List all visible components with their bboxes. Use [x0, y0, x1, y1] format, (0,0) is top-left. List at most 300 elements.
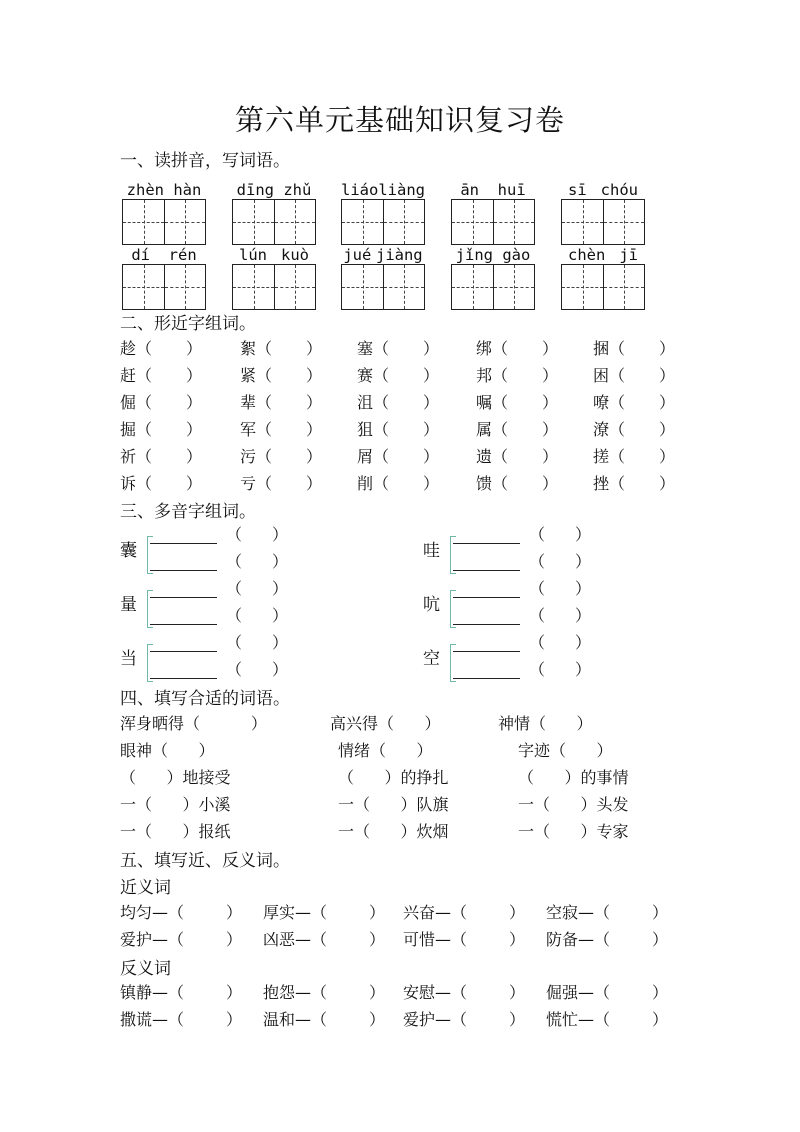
similar-char-item	[593, 363, 675, 386]
close-paren: ）	[542, 366, 559, 385]
pinyin-syllable: rén	[168, 246, 197, 264]
synonym-item	[403, 900, 525, 923]
open-paren: （	[609, 420, 626, 439]
close-paren: ）	[542, 339, 559, 358]
close-paren: ）	[306, 339, 323, 358]
dash-paren: —（	[295, 903, 328, 922]
open-paren: （	[492, 420, 509, 439]
pinyin-label	[561, 181, 645, 199]
open-paren: （	[256, 447, 273, 466]
answer-line[interactable]	[150, 624, 217, 625]
antonyms-label: 反义词	[120, 959, 171, 979]
answer-line[interactable]	[150, 597, 217, 598]
fill-word-item[interactable]: 浑身晒得（ ）	[120, 714, 267, 733]
close-paren: ）	[226, 1010, 243, 1029]
answer-line[interactable]	[150, 651, 217, 652]
open-paren: （	[609, 447, 626, 466]
close-paren: ）	[272, 525, 289, 544]
dash-paren: —（	[295, 983, 328, 1002]
pinyin-syllable: chóu	[600, 181, 638, 199]
word: 均匀	[120, 903, 153, 922]
char: 属	[476, 420, 493, 439]
writing-box[interactable]	[122, 199, 206, 245]
writing-cell[interactable]	[164, 265, 205, 309]
writing-box[interactable]	[451, 199, 535, 245]
open-paren: （	[226, 633, 243, 652]
pinyin-label	[451, 181, 535, 199]
answer-line[interactable]	[453, 597, 520, 598]
close-paren: ）	[652, 903, 669, 922]
similar-char-item	[593, 444, 675, 467]
close-paren: ）	[659, 420, 676, 439]
pinyin-syllable: dīng	[236, 181, 274, 199]
writing-cell[interactable]	[274, 200, 315, 244]
close-paren: ）	[186, 393, 203, 412]
similar-char-item	[357, 390, 439, 413]
similar-char-item	[357, 336, 439, 359]
antonym-item	[403, 1007, 525, 1030]
similar-char-item	[357, 417, 439, 440]
word: 抱怨	[263, 983, 296, 1002]
writing-cell[interactable]	[342, 265, 383, 309]
char: 辈	[240, 393, 257, 412]
close-paren: ）	[226, 930, 243, 949]
fill-word-item[interactable]: 眼神（ ）	[120, 741, 215, 760]
dash-paren: —（	[578, 903, 611, 922]
dash-paren: —（	[295, 930, 328, 949]
close-paren: ）	[659, 339, 676, 358]
close-paren: ）	[659, 447, 676, 466]
fill-word-item[interactable]: 一（ ）小溪	[120, 795, 231, 814]
close-paren: ）	[186, 474, 203, 493]
fill-word-item[interactable]: 一（ ）专家	[518, 822, 629, 841]
close-paren: ）	[369, 1010, 386, 1029]
close-paren: ）	[272, 552, 289, 571]
char: 亏	[240, 474, 257, 493]
fill-word-item[interactable]: 一（ ）报纸	[120, 822, 231, 841]
similar-char-item	[240, 336, 322, 359]
open-paren: （	[529, 552, 546, 571]
word: 倔强	[546, 983, 579, 1002]
char: 倔	[120, 393, 137, 412]
dash-paren: —（	[578, 983, 611, 1002]
similar-char-item	[240, 390, 322, 413]
fill-word-item[interactable]: 一（ ）队旗	[338, 795, 449, 814]
similar-char-item	[476, 390, 558, 413]
close-paren: ）	[226, 983, 243, 1002]
close-paren: ）	[423, 420, 440, 439]
pinyin-label	[451, 246, 535, 264]
antonym-item	[403, 980, 525, 1003]
pinyin-syllable: ān	[460, 181, 479, 199]
pinyin-paren	[529, 630, 591, 653]
synonym-item	[546, 900, 668, 923]
pinyin-paren	[529, 657, 591, 680]
open-paren: （	[136, 366, 153, 385]
char: 紧	[240, 366, 257, 385]
pinyin-syllable: sī	[568, 181, 587, 199]
open-paren: （	[529, 579, 546, 598]
word: 安慰	[403, 983, 436, 1002]
pinyin-paren	[529, 549, 591, 572]
pinyin-syllable: huī	[497, 181, 526, 199]
pinyin-syllable: liàng	[378, 181, 425, 199]
char: 趁	[120, 339, 137, 358]
char: 困	[593, 366, 610, 385]
close-paren: ）	[306, 420, 323, 439]
char: 馈	[476, 474, 493, 493]
answer-line[interactable]	[453, 624, 520, 625]
similar-char-item	[240, 444, 322, 467]
similar-char-item	[357, 471, 439, 494]
close-paren: ）	[652, 1010, 669, 1029]
close-paren: ）	[226, 903, 243, 922]
dash-paren: —（	[435, 983, 468, 1002]
char: 潦	[593, 420, 610, 439]
open-paren: （	[256, 420, 273, 439]
open-paren: （	[609, 366, 626, 385]
similar-char-item	[120, 336, 202, 359]
brace-icon	[147, 590, 153, 628]
pinyin-paren	[226, 657, 288, 680]
polyphone-char: 空	[423, 649, 440, 669]
pinyin-paren	[529, 522, 591, 545]
fill-word-item[interactable]: （ ）的挣扎	[338, 768, 449, 787]
close-paren: ）	[306, 366, 323, 385]
close-paren: ）	[659, 366, 676, 385]
writing-cell[interactable]	[493, 200, 534, 244]
synonym-item	[120, 927, 242, 950]
pinyin-paren	[226, 576, 288, 599]
brace-icon	[147, 644, 153, 682]
pinyin-paren	[529, 576, 591, 599]
dash-paren: —（	[295, 1010, 328, 1029]
char: 污	[240, 447, 257, 466]
open-paren: （	[256, 393, 273, 412]
section-1-heading: 一、读拼音，写词语。	[120, 151, 290, 171]
pinyin-paren	[226, 630, 288, 653]
section-2-heading: 二、形近字组词。	[120, 314, 256, 334]
char: 诉	[120, 474, 137, 493]
polyphone-char: 吭	[423, 595, 440, 615]
close-paren: ）	[186, 420, 203, 439]
char: 祈	[120, 447, 137, 466]
open-paren: （	[492, 339, 509, 358]
pinyin-syllable: liáo	[341, 181, 379, 199]
close-paren: ）	[575, 525, 592, 544]
answer-line[interactable]	[453, 570, 520, 571]
synonym-item	[546, 927, 668, 950]
pinyin-label	[341, 181, 425, 199]
answer-line[interactable]	[453, 543, 520, 544]
fill-word-item[interactable]: 高兴得（ ）	[330, 714, 441, 733]
pinyin-label	[561, 246, 645, 264]
pinyin-label	[341, 246, 425, 264]
pinyin-paren	[226, 549, 288, 572]
dash-paren: —（	[435, 903, 468, 922]
open-paren: （	[492, 366, 509, 385]
close-paren: ）	[575, 633, 592, 652]
similar-char-item	[120, 390, 202, 413]
open-paren: （	[136, 339, 153, 358]
section-3-heading: 三、多音字组词。	[120, 502, 256, 522]
similar-char-item	[240, 417, 322, 440]
brace-icon	[450, 536, 456, 574]
fill-word-item[interactable]: （ ）地接受	[120, 768, 231, 787]
similar-char-item	[476, 417, 558, 440]
writing-cell[interactable]	[452, 265, 493, 309]
writing-cell[interactable]	[123, 265, 164, 309]
writing-cell[interactable]	[493, 265, 534, 309]
close-paren: ）	[509, 903, 526, 922]
close-paren: ）	[423, 366, 440, 385]
writing-box[interactable]	[561, 199, 645, 245]
open-paren: （	[136, 447, 153, 466]
writing-box[interactable]	[561, 264, 645, 310]
antonym-item	[263, 980, 385, 1003]
page-title: 第六单元基础知识复习卷	[234, 103, 565, 137]
pinyin-syllable: jǐng	[455, 246, 493, 264]
char: 沮	[357, 393, 374, 412]
pinyin-syllable: lún	[239, 246, 267, 264]
open-paren: （	[492, 393, 509, 412]
close-paren: ）	[659, 474, 676, 493]
writing-box[interactable]	[451, 264, 535, 310]
char: 军	[240, 420, 257, 439]
brace-icon	[450, 644, 456, 682]
open-paren: （	[529, 525, 546, 544]
polyphone-char: 当	[120, 649, 137, 669]
brace-icon	[147, 536, 153, 574]
similar-char-item	[593, 471, 675, 494]
close-paren: ）	[186, 366, 203, 385]
close-paren: ）	[542, 393, 559, 412]
polyphone-char: 囊	[120, 541, 137, 561]
pinyin-label	[232, 246, 316, 264]
char: 邦	[476, 366, 493, 385]
writing-box[interactable]	[341, 199, 425, 245]
writing-cell[interactable]	[233, 265, 274, 309]
similar-char-item	[240, 363, 322, 386]
char: 遗	[476, 447, 493, 466]
fill-word-item[interactable]: 一（ ）头发	[518, 795, 629, 814]
char: 捆	[593, 339, 610, 358]
close-paren: ）	[369, 930, 386, 949]
similar-char-item	[240, 471, 322, 494]
fill-word-item[interactable]: 情绪（ ）	[338, 741, 433, 760]
similar-char-item	[593, 336, 675, 359]
char: 掘	[120, 420, 137, 439]
antonym-item	[120, 980, 242, 1003]
open-paren: （	[373, 366, 390, 385]
close-paren: ）	[575, 660, 592, 679]
polyphone-char: 哇	[423, 541, 440, 561]
section-5-heading: 五、填写近、反义词。	[120, 851, 290, 871]
open-paren: （	[492, 447, 509, 466]
word: 兴奋	[403, 903, 436, 922]
word: 爱护	[120, 930, 153, 949]
close-paren: ）	[423, 393, 440, 412]
open-paren: （	[529, 660, 546, 679]
close-paren: ）	[423, 474, 440, 493]
fill-word-item[interactable]: 一（ ）炊烟	[338, 822, 449, 841]
open-paren: （	[136, 474, 153, 493]
open-paren: （	[492, 474, 509, 493]
char: 塞	[357, 339, 374, 358]
open-paren: （	[373, 474, 390, 493]
open-paren: （	[373, 447, 390, 466]
char: 嘹	[593, 393, 610, 412]
writing-cell[interactable]	[452, 200, 493, 244]
close-paren: ）	[272, 606, 289, 625]
fill-word-item[interactable]: （ ）的事情	[518, 768, 629, 787]
close-paren: ）	[306, 474, 323, 493]
close-paren: ）	[186, 339, 203, 358]
pinyin-label	[122, 246, 206, 264]
writing-cell[interactable]	[342, 200, 383, 244]
dash-paren: —（	[435, 1010, 468, 1029]
pinyin-syllable: chèn	[568, 246, 606, 264]
pinyin-label	[122, 181, 206, 199]
close-paren: ）	[306, 393, 323, 412]
polyphone-char: 量	[120, 595, 137, 615]
char: 屑	[357, 447, 374, 466]
synonym-item	[403, 927, 525, 950]
pinyin-syllable: hàn	[173, 181, 202, 199]
fill-word-item[interactable]: 字迹（ ）	[518, 741, 613, 760]
word: 温和	[263, 1010, 296, 1029]
open-paren: （	[226, 606, 243, 625]
pinyin-syllable: jiàng	[375, 246, 423, 264]
similar-char-item	[476, 363, 558, 386]
close-paren: ）	[575, 606, 592, 625]
close-paren: ）	[509, 983, 526, 1002]
close-paren: ）	[186, 447, 203, 466]
similar-char-item	[120, 471, 202, 494]
answer-line[interactable]	[453, 678, 520, 679]
pinyin-syllable: jī	[619, 246, 638, 264]
open-paren: （	[256, 366, 273, 385]
pinyin-syllable: zhǔ	[283, 181, 312, 199]
writing-box[interactable]	[341, 264, 425, 310]
antonym-item	[546, 1007, 668, 1030]
synonym-item	[120, 900, 242, 923]
antonym-item	[546, 980, 668, 1003]
close-paren: ）	[306, 447, 323, 466]
close-paren: ）	[272, 633, 289, 652]
writing-cell[interactable]	[123, 200, 164, 244]
pinyin-syllable: kuò	[281, 246, 309, 264]
writing-cell[interactable]	[603, 200, 644, 244]
close-paren: ）	[659, 393, 676, 412]
writing-cell[interactable]	[562, 265, 603, 309]
word: 防备	[546, 930, 579, 949]
similar-char-item	[120, 417, 202, 440]
synonyms-label: 近义词	[120, 878, 171, 898]
open-paren: （	[226, 660, 243, 679]
open-paren: （	[529, 633, 546, 652]
word: 爱护	[403, 1010, 436, 1029]
answer-line[interactable]	[150, 570, 217, 571]
open-paren: （	[256, 474, 273, 493]
dash-paren: —（	[435, 930, 468, 949]
dash-paren: —（	[578, 930, 611, 949]
synonym-item	[263, 900, 385, 923]
similar-char-item	[120, 444, 202, 467]
antonym-item	[263, 1007, 385, 1030]
pinyin-syllable: dí	[131, 246, 150, 264]
answer-line[interactable]	[150, 543, 217, 544]
answer-line[interactable]	[453, 651, 520, 652]
brace-icon	[450, 590, 456, 628]
writing-box[interactable]	[232, 264, 316, 310]
open-paren: （	[136, 393, 153, 412]
similar-char-item	[476, 336, 558, 359]
writing-box[interactable]	[122, 264, 206, 310]
word: 空寂	[546, 903, 579, 922]
writing-cell[interactable]	[274, 265, 315, 309]
dash-paren: —（	[152, 903, 185, 922]
close-paren: ）	[423, 339, 440, 358]
writing-cell[interactable]	[562, 200, 603, 244]
char: 嘱	[476, 393, 493, 412]
answer-line[interactable]	[150, 678, 217, 679]
char: 赛	[357, 366, 374, 385]
open-paren: （	[136, 420, 153, 439]
close-paren: ）	[542, 447, 559, 466]
writing-cell[interactable]	[383, 200, 424, 244]
section-4-heading: 四、填写合适的词语。	[120, 689, 290, 709]
close-paren: ）	[272, 660, 289, 679]
open-paren: （	[226, 552, 243, 571]
close-paren: ）	[369, 983, 386, 1002]
writing-cell[interactable]	[164, 200, 205, 244]
close-paren: ）	[509, 930, 526, 949]
similar-char-item	[476, 444, 558, 467]
char: 赶	[120, 366, 137, 385]
writing-cell[interactable]	[603, 265, 644, 309]
pinyin-paren	[226, 603, 288, 626]
pinyin-paren	[226, 522, 288, 545]
open-paren: （	[226, 525, 243, 544]
writing-cell[interactable]	[233, 200, 274, 244]
word: 慌忙	[546, 1010, 579, 1029]
fill-word-item[interactable]: 神情（ ）	[498, 714, 593, 733]
char: 绑	[476, 339, 493, 358]
char: 搓	[593, 447, 610, 466]
close-paren: ）	[575, 579, 592, 598]
writing-box[interactable]	[232, 199, 316, 245]
similar-char-item	[357, 444, 439, 467]
open-paren: （	[256, 339, 273, 358]
writing-cell[interactable]	[383, 265, 424, 309]
pinyin-syllable: gào	[502, 246, 531, 264]
close-paren: ）	[272, 579, 289, 598]
open-paren: （	[609, 393, 626, 412]
pinyin-syllable: jué	[343, 246, 372, 264]
open-paren: （	[529, 606, 546, 625]
open-paren: （	[373, 339, 390, 358]
close-paren: ）	[652, 930, 669, 949]
dash-paren: —（	[152, 983, 185, 1002]
similar-char-item	[476, 471, 558, 494]
synonym-item	[263, 927, 385, 950]
close-paren: ）	[542, 474, 559, 493]
dash-paren: —（	[152, 1010, 185, 1029]
similar-char-item	[593, 390, 675, 413]
open-paren: （	[609, 474, 626, 493]
close-paren: ）	[652, 983, 669, 1002]
